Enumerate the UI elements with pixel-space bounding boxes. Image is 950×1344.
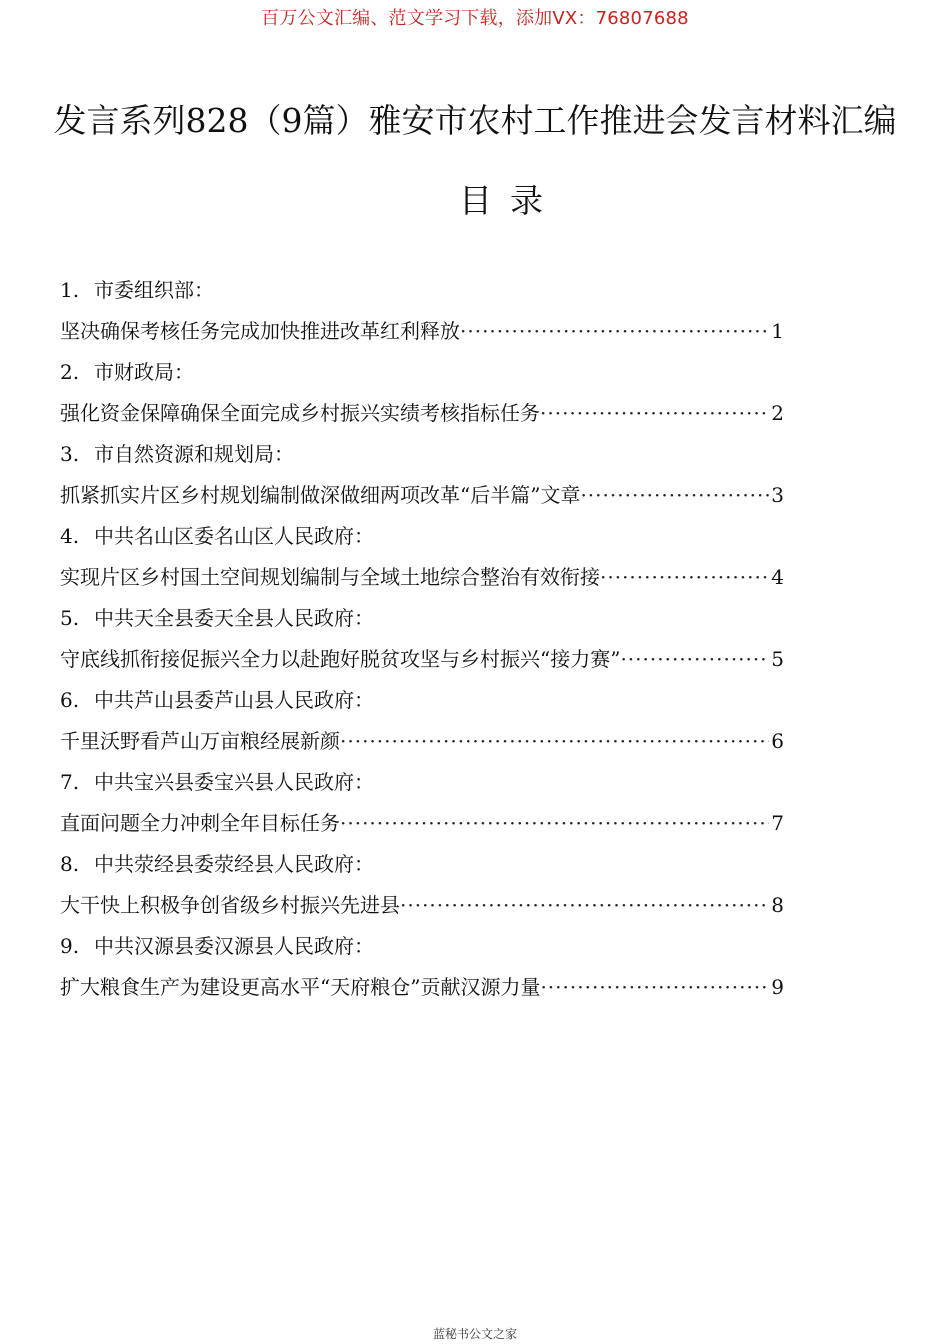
- toc-group: [60, 352, 784, 434]
- toc-entry-title: 抓紧抓实片区乡村规划编制做深做细两项改革“后半篇”文章: [60, 483, 581, 507]
- toc-page-number: 5: [771, 647, 784, 671]
- toc-section-label: 中共天全县委天全县人民政府：: [94, 606, 374, 630]
- toc-section-heading: [60, 762, 784, 803]
- table-of-contents: [60, 270, 784, 1008]
- toc-entry-title: 坚决确保考核任务完成加快推进改革红利释放: [60, 319, 460, 343]
- toc-section-number: 6.: [60, 688, 80, 712]
- toc-section-number: 3.: [60, 442, 80, 466]
- toc-section-label: 市委组织部：: [94, 278, 214, 302]
- toc-section-label: 中共荥经县委荥经县人民政府：: [94, 852, 374, 876]
- toc-entry-title: 强化资金保障确保全面完成乡村振兴实绩考核指标任务: [60, 401, 540, 425]
- toc-entry-title: 实现片区乡村国土空间规划编制与全域土地综合整治有效衔接: [60, 565, 600, 589]
- toc-entry[interactable]: [60, 885, 784, 926]
- toc-dot-leader: [620, 639, 769, 680]
- toc-section-number: 2.: [60, 360, 80, 384]
- toc-section-heading: [60, 680, 784, 721]
- toc-group: [60, 270, 784, 352]
- document-title: 发言系列828（9篇）雅安市农村工作推进会发言材料汇编: [53, 101, 897, 140]
- toc-section-number: 5.: [60, 606, 80, 630]
- toc-dot-leader: [460, 311, 769, 352]
- toc-dot-leader: [580, 475, 769, 516]
- toc-section-label: 中共宝兴县委宝兴县人民政府：: [94, 770, 374, 794]
- toc-group: [60, 844, 784, 926]
- toc-section-heading: [60, 270, 784, 311]
- toc-section-heading: [60, 844, 784, 885]
- toc-group: [60, 516, 784, 598]
- toc-entry[interactable]: [60, 311, 784, 352]
- toc-entry[interactable]: [60, 639, 784, 680]
- toc-section-label: 中共名山区委名山区人民政府：: [94, 524, 374, 548]
- toc-section-number: 8.: [60, 852, 80, 876]
- toc-page-number: 4: [771, 565, 784, 589]
- toc-group: [60, 598, 784, 680]
- toc-group: [60, 926, 784, 1008]
- toc-section-heading: [60, 598, 784, 639]
- toc-page-number: 1: [771, 319, 784, 343]
- toc-section-number: 1.: [60, 278, 80, 302]
- page-footer: 蓝秘书公文之家: [432, 1327, 517, 1341]
- toc-section-heading: [60, 352, 784, 393]
- toc-section-label: 中共汉源县委汉源县人民政府：: [94, 934, 374, 958]
- toc-section-number: 4.: [60, 524, 80, 548]
- toc-entry-title: 大干快上积极争创省级乡村振兴先进县: [60, 893, 400, 917]
- toc-entry-title: 直面问题全力冲刺全年目标任务: [60, 811, 340, 835]
- download-banner: 百万公文汇编、范文学习下载，添加VX：76807688: [261, 8, 689, 29]
- toc-dot-leader: [340, 721, 769, 762]
- toc-entry[interactable]: [60, 721, 784, 762]
- toc-entry[interactable]: [60, 475, 784, 516]
- toc-page-number: 8: [771, 893, 784, 917]
- toc-entry-title: 守底线抓衔接促振兴全力以赴跑好脱贫攻坚与乡村振兴“接力赛”: [60, 647, 621, 671]
- toc-entry[interactable]: [60, 803, 784, 844]
- toc-entry[interactable]: [60, 393, 784, 434]
- toc-dot-leader: [540, 393, 769, 434]
- toc-section-number: 9.: [60, 934, 80, 958]
- toc-entry-title: 千里沃野看芦山万亩粮经展新颜: [60, 729, 340, 753]
- toc-dot-leader: [340, 803, 769, 844]
- toc-section-label: 市财政局：: [94, 360, 194, 384]
- toc-dot-leader: [540, 967, 769, 1008]
- toc-page-number: 7: [771, 811, 784, 835]
- toc-dot-leader: [400, 885, 769, 926]
- toc-group: [60, 762, 784, 844]
- toc-section-heading: [60, 926, 784, 967]
- toc-section-heading: [60, 434, 784, 475]
- toc-heading: 目录: [459, 181, 561, 220]
- toc-entry[interactable]: [60, 557, 784, 598]
- toc-group: [60, 680, 784, 762]
- toc-group: [60, 434, 784, 516]
- toc-page-number: 6: [771, 729, 784, 753]
- toc-page-number: 3: [771, 483, 784, 507]
- toc-section-label: 市自然资源和规划局：: [94, 442, 294, 466]
- toc-section-number: 7.: [60, 770, 80, 794]
- toc-entry-title: 扩大粮食生产为建设更高水平“天府粮仓”贡献汉源力量: [60, 975, 541, 999]
- toc-dot-leader: [600, 557, 769, 598]
- toc-entry[interactable]: [60, 967, 784, 1008]
- toc-section-heading: [60, 516, 784, 557]
- toc-page-number: 9: [771, 975, 784, 999]
- toc-page-number: 2: [771, 401, 784, 425]
- toc-section-label: 中共芦山县委芦山县人民政府：: [94, 688, 374, 712]
